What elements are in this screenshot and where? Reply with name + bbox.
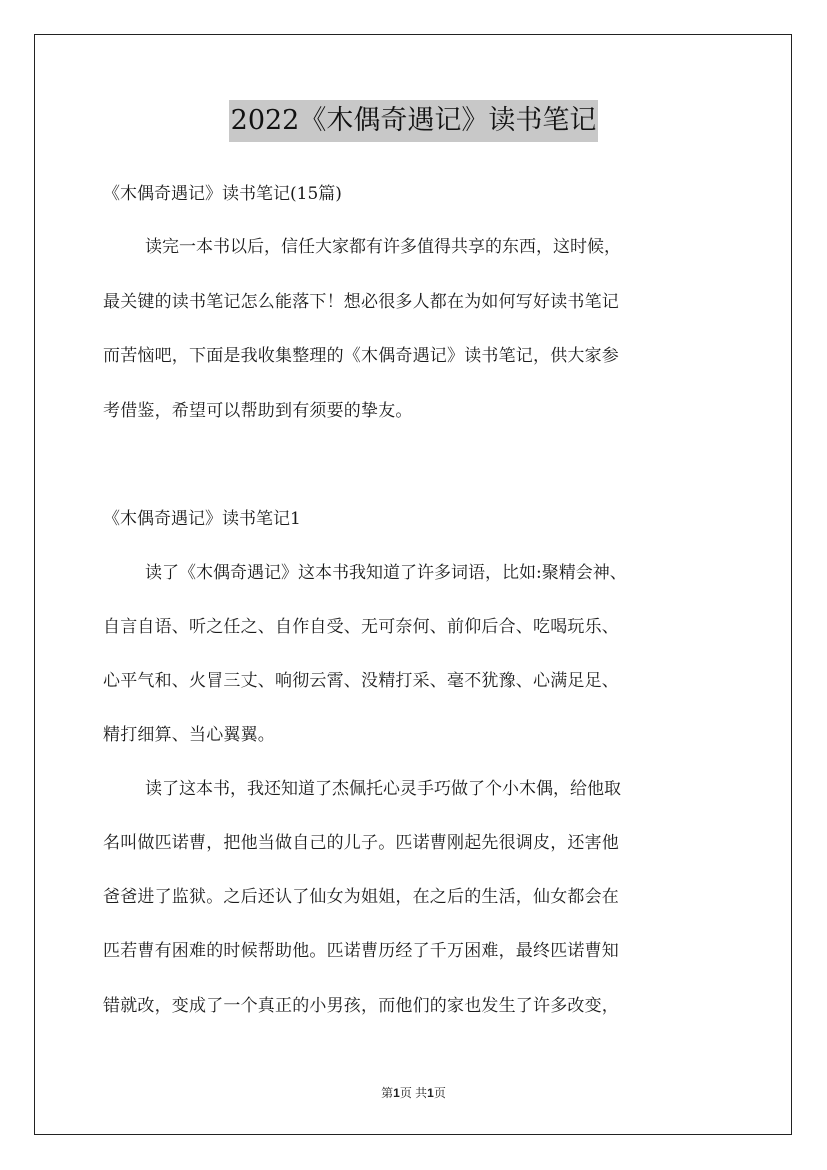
section1-para1-line-3: 心平气和、火冒三丈、响彻云霄、没精打采、毫不犹豫、心满足足、 (103, 671, 619, 691)
section1-para2-line-2: 名叫做匹诺曹，把他当做自己的儿子。匹诺曹刚起先很调皮，还害他 (103, 833, 619, 853)
section1-para1-line-1: 读了《木偶奇遇记》这本书我知道了许多词语，比如:聚精会神、 (145, 563, 627, 583)
footer-page-number: 1 (393, 1086, 400, 1100)
intro-line-4: 考借鉴，希望可以帮助到有须要的挚友。 (103, 401, 413, 421)
section1-para2-line-3: 爸爸进了监狱。之后还认了仙女为姐姐，在之后的生活，仙女都会在 (103, 887, 619, 907)
footer-suffix: 页 (433, 1086, 446, 1100)
document-title: 2022《木偶奇遇记》读书笔记 (229, 100, 599, 142)
footer-prefix: 第 (381, 1086, 394, 1100)
section1-para1-line-2: 自言自语、听之任之、自作自受、无可奈何、前仰后合、吃喝玩乐、 (103, 617, 619, 637)
section1-para2-line-1: 读了这本书，我还知道了杰佩托心灵手巧做了个小木偶，给他取 (145, 779, 621, 799)
document-subtitle: 《木偶奇遇记》读书笔记(15篇) (103, 184, 342, 204)
intro-line-2: 最关键的读书笔记怎么能落下！想必很多人都在为如何写好读书笔记 (103, 292, 619, 312)
page-footer (0, 1084, 827, 1101)
footer-mid: 页 共 (399, 1086, 428, 1100)
intro-line-3: 而苦恼吧，下面是我收集整理的《木偶奇遇记》读书笔记，供大家参 (103, 346, 619, 366)
section1-para2-line-4: 匹若曹有困难的时候帮助他。匹诺曹历经了千万困难，最终匹诺曹知 (103, 941, 619, 961)
section1-para2-line-5: 错就改，变成了一个真正的小男孩，而他们的家也发生了许多改变， (103, 996, 619, 1016)
section-heading-1: 《木偶奇遇记》读书笔记1 (103, 509, 301, 529)
intro-line-1: 读完一本书以后，信任大家都有许多值得共享的东西，这时候， (145, 237, 621, 257)
footer-total-pages: 1 (427, 1086, 434, 1100)
title-wrap (0, 100, 827, 142)
section1-para1-line-4: 精打细算、当心翼翼。 (103, 725, 275, 745)
